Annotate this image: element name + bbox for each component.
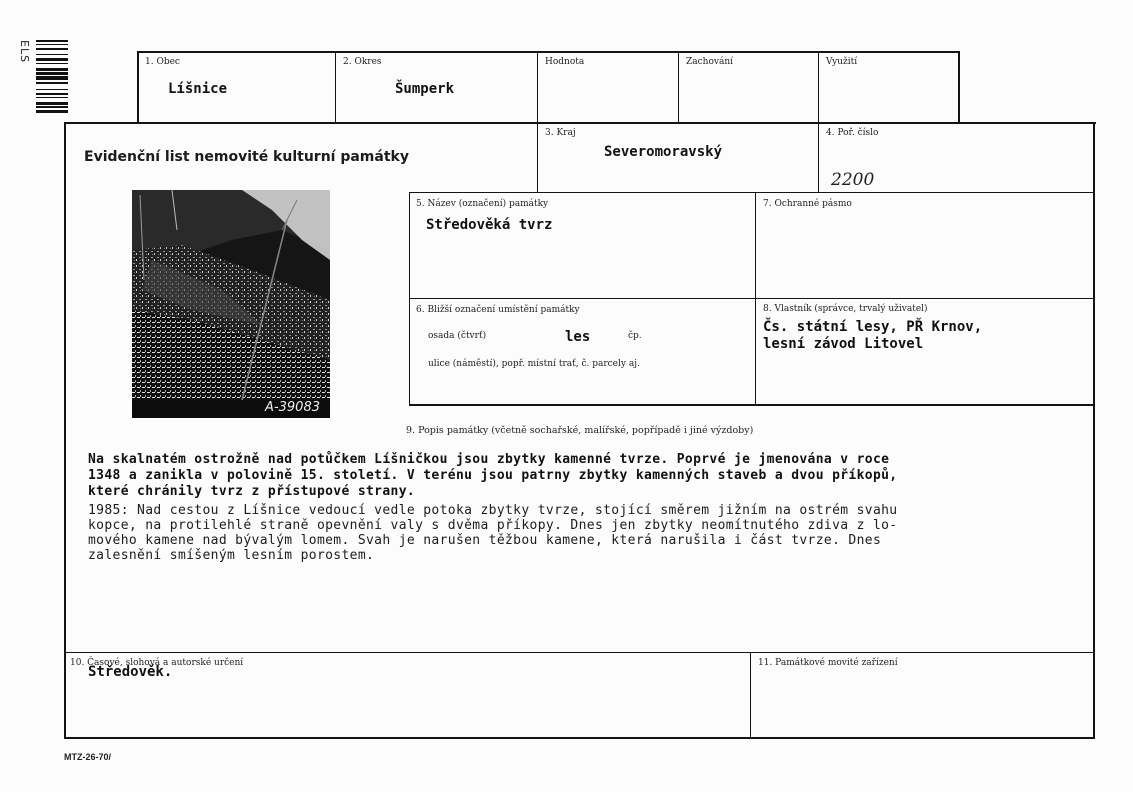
vlastnik-line: Čs. státní lesy, PŘ Krnov,	[763, 319, 983, 335]
zachovani-label: Zachování	[686, 57, 733, 67]
photo-caption: A-39083	[265, 400, 320, 415]
vlastnik-line: lesní závod Litovel	[763, 336, 924, 352]
kraj-label: 3. Kraj	[545, 128, 576, 138]
nazev-label: 5. Název (označení) památky	[416, 199, 549, 209]
okres-label: 2. Okres	[343, 57, 382, 67]
okres-value: Šumperk	[395, 81, 455, 97]
ochranne-pasmo-label: 7. Ochranné pásmo	[763, 199, 852, 209]
osada-value: les	[565, 329, 591, 345]
form-title: Evidenční list nemovité kulturní památky	[84, 149, 409, 165]
popis-normal-line: zalesnění smíšeným lesním porostem.	[88, 548, 375, 563]
popis-bold-line: Na skalnatém ostrožně nad potůčkem Líšničkou jsou zbytky kamenné tvrze. Poprvé je jmenována v roce	[88, 452, 890, 467]
barcode-icon	[36, 40, 68, 124]
popis-normal-line: 1985: Nad cestou z Líšnice vedoucí vedle potoka zbytky tvrze, stojící směrem jižním na ostrém svahu	[88, 503, 898, 518]
monument-photo	[132, 190, 330, 418]
poradove-cislo-value: 2200	[831, 170, 875, 190]
kraj-value: Severomoravský	[604, 144, 723, 160]
movite-zarizeni-label: 11. Památkové movité zařízení	[758, 658, 898, 668]
popis-label: 9. Popis památky (včetně sochařské, malířské, popřípadě i jiné výzdoby)	[406, 425, 754, 436]
nazev-value: Středověká tvrz	[426, 217, 553, 233]
popis-bold-line: 1348 a zanikla v polovině 15. století. V terénu jsou patrny zbytky kamenných staveb a dvou příkopů,	[88, 468, 898, 483]
vlastnik-label: 8. Vlastník (správce, trvalý uživatel)	[763, 304, 928, 314]
vyuziti-label: Využití	[826, 57, 858, 67]
popis-normal-line: kopce, na protilehlé straně opevnění valy s dvěma příkopy. Dnes jen zbytky neomítnutého zdiva z lo-	[88, 518, 898, 533]
obec-label: 1. Obec	[145, 57, 180, 67]
poradove-cislo-label: 4. Poř. číslo	[826, 128, 879, 138]
cp-label: čp.	[628, 331, 642, 341]
form-code-footer: MTZ-26-70/	[64, 752, 112, 762]
ulice-label: ulice (náměstí), popř. místní trať, č. parcely aj.	[428, 359, 640, 369]
popis-bold-line: které chránily tvrz z přístupové strany.	[88, 484, 416, 499]
umisteni-label: 6. Bližší označení umístění památky	[416, 305, 580, 315]
els-code-label: ELS	[18, 40, 31, 64]
popis-normal-line: mového kamene nad bývalým lomem. Svah je narušen těžbou kamene, která narušila i část tvrze. Dnes	[88, 533, 882, 548]
obec-value: Líšnice	[168, 81, 228, 97]
photo-image	[132, 190, 330, 418]
urceni-label: 10. Časové, slohová a autorské určení	[70, 658, 244, 668]
hodnota-label: Hodnota	[545, 57, 585, 67]
urceni-value: Středověk.	[88, 664, 173, 680]
osada-label: osada (čtvrť)	[428, 331, 487, 341]
